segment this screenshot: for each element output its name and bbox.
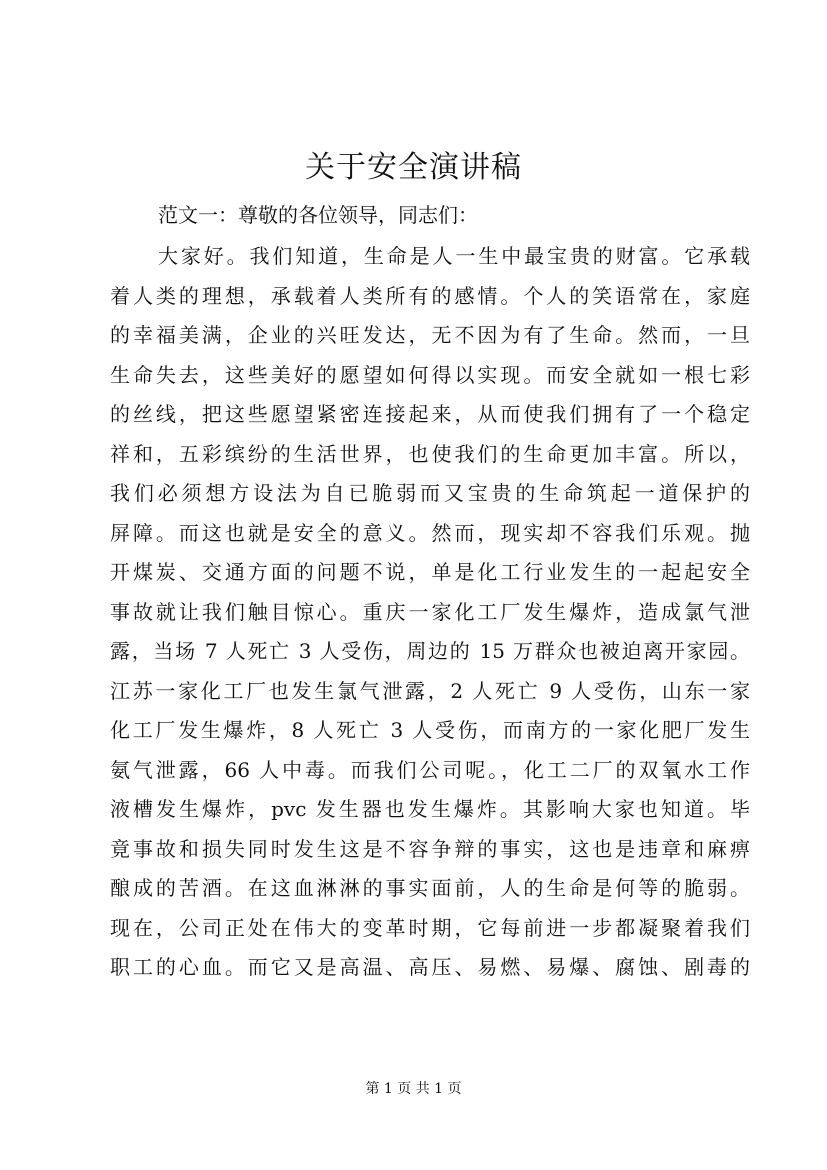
body-line: 氨气泄露，66 人中毒。而我们公司呢。，化工二厂的双氧水工作 [110, 757, 750, 782]
body-line: 事故就让我们触目惊心。重庆一家化工厂发生爆炸，造成氯气泄 [110, 599, 750, 624]
body-text [110, 238, 750, 989]
body-line: 化工厂发生爆炸，8 人死亡 3 人受伤，而南方的一家化肥厂发生 [110, 718, 750, 742]
body-line: 生命失去，这些美好的愿望如何得以实现。而安全就如一根七彩 [110, 362, 750, 387]
body-line: 江苏一家化工厂也发生氯气泄露，2 人死亡 9 人受伤，山东一家 [110, 678, 750, 703]
body-line: 的幸福美满，企业的兴旺发达，无不因为有了生命。然而，一旦 [110, 323, 750, 347]
page-number-footer: 第 1 页 共 1 页 [365, 1081, 462, 1097]
body-line: 露，当场 7 人死亡 3 人受伤，周边的 15 万群众也被迫离开家园。 [110, 639, 750, 663]
body-line: 开煤炭、交通方面的问题不说，单是化工行业发生的一起起安全 [110, 560, 750, 584]
body-line: 职工的心血。而它又是高温、高压、易燃、易爆、腐蚀、剧毒的 [110, 955, 750, 979]
greeting-line: 范文一：尊敬的各位领导，同志们： [158, 203, 478, 227]
body-line: 酿成的苦酒。在这血淋淋的事实面前，人的生命是何等的脆弱。 [110, 876, 750, 900]
body-line: 着人类的理想，承载着人类所有的感情。个人的笑语常在，家庭 [110, 283, 750, 308]
body-line: 的丝线，把这些愿望紧密连接起来，从而使我们拥有了一个稳定 [110, 402, 750, 426]
body-line: 我们必须想方设法为自已脆弱而又宝贵的生命筑起一道保护的 [110, 481, 750, 505]
body-line: 大家好。我们知道，生命是人一生中最宝贵的财富。它承载 [158, 244, 750, 268]
body-line: 祥和，五彩缤纷的生活世界，也使我们的生命更加丰富。所以， [110, 441, 750, 466]
body-line: 液槽发生爆炸，pvc 发生器也发生爆炸。其影响大家也知道。毕 [110, 797, 750, 821]
document-title: 关于安全演讲稿 [305, 150, 522, 185]
body-line: 竟事故和损失同时发生这是不容争辩的事实，这也是违章和麻痹 [110, 836, 750, 861]
body-line: 屏障。而这也就是安全的意义。然而，现实却不容我们乐观。抛 [110, 520, 750, 545]
body-line: 现在，公司正处在伟大的变革时期，它每前进一步都凝聚着我们 [110, 915, 750, 940]
